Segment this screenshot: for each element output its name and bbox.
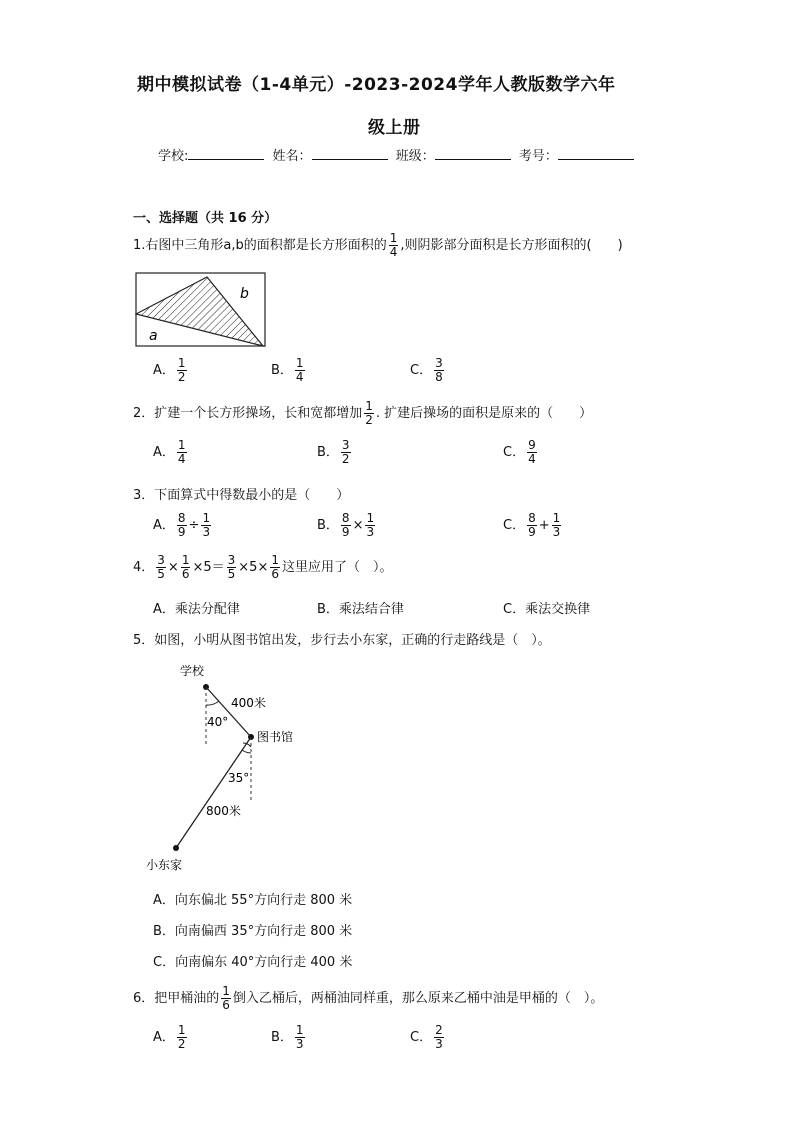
q2-option-b[interactable]: B． $\frac{3}{2}$ [317,438,350,466]
q3-option-c[interactable]: C． $\frac{8}{9}$ + $\frac{1}{3}$ [503,511,561,539]
question-2 [133,400,592,427]
number-label: 考号： [518,149,558,164]
number-blank[interactable] [558,147,634,160]
q6-option-c[interactable]: C． $\frac{2}{3}$ [410,1023,443,1051]
page-title-line-1: 期中模拟试卷（1-4单元）-2023-2024学年人教版数学六年 [137,75,616,95]
q4-option-c[interactable]: C．乘法交换律 [503,602,591,617]
question-4: 4． $\frac{3}{5}$ × $\frac{1}{6}$ ×5＝ $\frac{3}{5}$ ×5× $\frac{1}{6}$ 这里应用了（ ）。 [133,553,393,581]
q1-fraction: $\frac{1}{4}$ [389,231,398,259]
q1-option-b[interactable]: B． $\frac{1}{4}$ [271,356,304,384]
school-label: 学校: [158,149,189,164]
q6-text-post: 倒入乙桶后，两桶油同样重，那么原来乙桶中油是甲桶的（ ）。 [232,991,604,1006]
q6-fraction: $\frac{1}{6}$ [222,984,230,1012]
q2-fraction: $\frac{1}{2}$ [365,399,373,427]
label-home: 小东家 [146,858,183,872]
name-blank[interactable] [312,147,388,160]
q2-text-pre: 2．扩建一个长方形操场，长和宽都增加 [133,406,363,421]
q5-option-b[interactable]: B．向南偏西 35°方向行走 800 米 [153,924,353,939]
q2-text-post: . 扩建后操场的面积是原来的（ ） [375,406,593,421]
q5-option-c[interactable]: C．向南偏东 40°方向行走 400 米 [153,955,353,970]
question-6 [133,985,603,1012]
question-1 [133,232,623,259]
label-angle-1: 40° [207,715,229,729]
class-label: 班级： [395,149,435,164]
label-school: 学校 [180,664,205,678]
label-library: 图书馆 [257,730,294,744]
q6-option-b[interactable]: B． $\frac{1}{3}$ [271,1023,304,1051]
section-title: 一、选择题（共 16 分） [133,211,278,226]
q1-text-post: ,则阴影部分面积是长方形面积的( ) [400,238,623,253]
name-label: 姓名： [272,149,312,164]
q2-option-c[interactable]: C． $\frac{9}{4}$ [503,438,536,466]
student-info-line [158,145,638,164]
school-blank[interactable] [188,147,264,160]
q1-text-pre: 1.右图中三角形a,b的面积都是长方形面积的 [133,238,387,253]
q1-option-c[interactable]: C． $\frac{3}{8}$ [410,356,443,384]
label-angle-2: 35° [228,771,250,785]
q5-option-a[interactable]: A．向东偏北 55°方向行走 800 米 [153,893,353,908]
label-distance-2: 800米 [206,804,241,818]
q4-option-b[interactable]: B．乘法结合律 [317,602,404,617]
label-distance-1: 400米 [231,696,266,710]
q6-option-a[interactable]: A． $\frac{1}{2}$ [153,1023,186,1051]
class-blank[interactable] [435,147,511,160]
question-5: 5．如图，小明从图书馆出发，步行去小东家，正确的行走路线是（ ）。 [133,633,551,648]
q5-direction-figure [140,655,320,885]
q4-option-a[interactable]: A．乘法分配律 [153,602,240,617]
page-title-line-2: 级上册 [368,118,421,138]
q2-option-a[interactable]: A． $\frac{1}{4}$ [153,438,186,466]
q3-option-b[interactable]: B． $\frac{8}{9}$ × $\frac{1}{3}$ [317,511,375,539]
q1-option-a[interactable]: A． $\frac{1}{2}$ [153,356,186,384]
label-b: b [240,286,249,302]
q6-text-pre: 6．把甲桶油的 [133,991,220,1006]
q3-option-a[interactable]: A． $\frac{8}{9}$ ÷ $\frac{1}{3}$ [153,511,211,539]
question-3: 3．下面算式中得数最小的是（ ） [133,488,350,503]
q1-triangle-figure [135,272,267,348]
label-a: a [149,328,158,344]
